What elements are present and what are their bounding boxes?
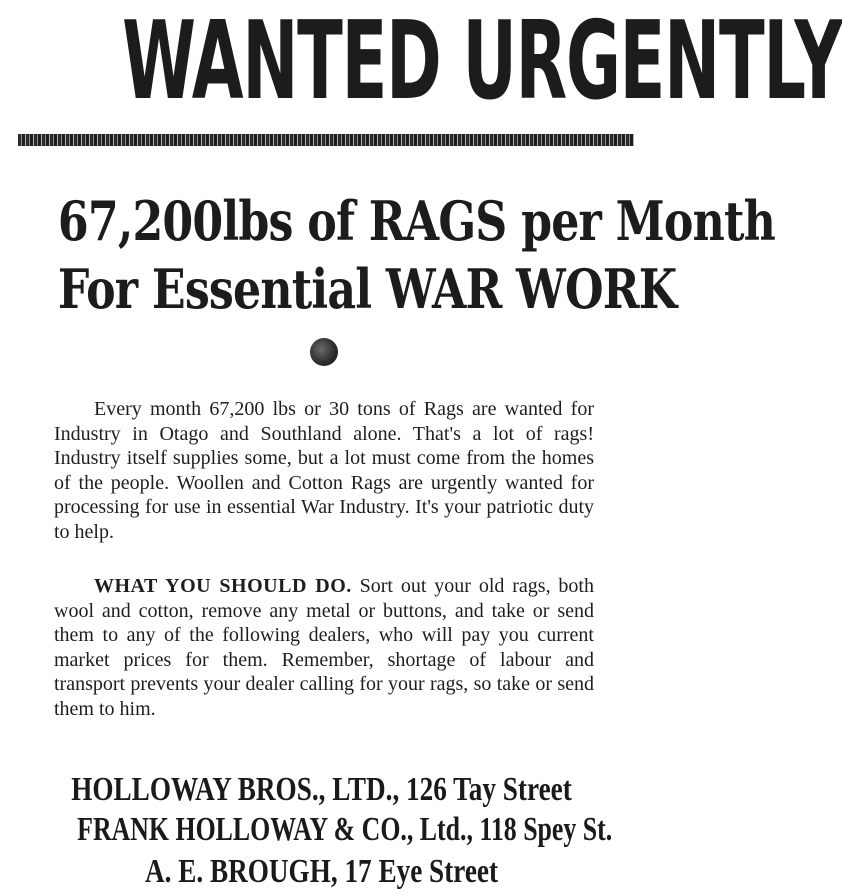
- paragraph-intro: Every month 67,200 lbs or 30 tons of Rags are wanted for Industry in Otago and Southland alone. That's a lot of rags! Industry itself supplies some, but a lot must come from the homes of the people. Woollen and Cotton Rags are urgently wanted for processing for use in essential War Industry. It's your patriotic duty to help.: [54, 398, 594, 543]
- instructions-lead: WHAT YOU SHOULD DO.: [94, 575, 352, 597]
- dealer-ae-brough: A. E. BROUGH, 17 Eye Street: [144, 853, 499, 890]
- decorative-rule: [18, 134, 634, 146]
- dealer-frank-holloway: FRANK HOLLOWAY & CO., Ltd., 118 Spey St.: [77, 811, 613, 848]
- instructions-body: Sort out your old rags, both wool and cotton, remove any metal or buttons, and take or send them to any of the following dealers, who will pay you current market prices for them. Remember, shortage of labour and transport prevents your dealer calling for your rags, so take or send them to him.: [54, 575, 594, 720]
- subheadline-quantity: 67,200lbs of RAGS per Month: [57, 189, 775, 253]
- subheadline-purpose: For Essential WAR WORK: [57, 257, 677, 321]
- dealer-holloway-bros: HOLLOWAY BROS., LTD., 126 Tay Street: [71, 771, 572, 808]
- ornament-dot-icon: [310, 338, 338, 366]
- headline: WANTED URGENTLY: [122, 0, 842, 124]
- paragraph-instructions: [54, 574, 594, 721]
